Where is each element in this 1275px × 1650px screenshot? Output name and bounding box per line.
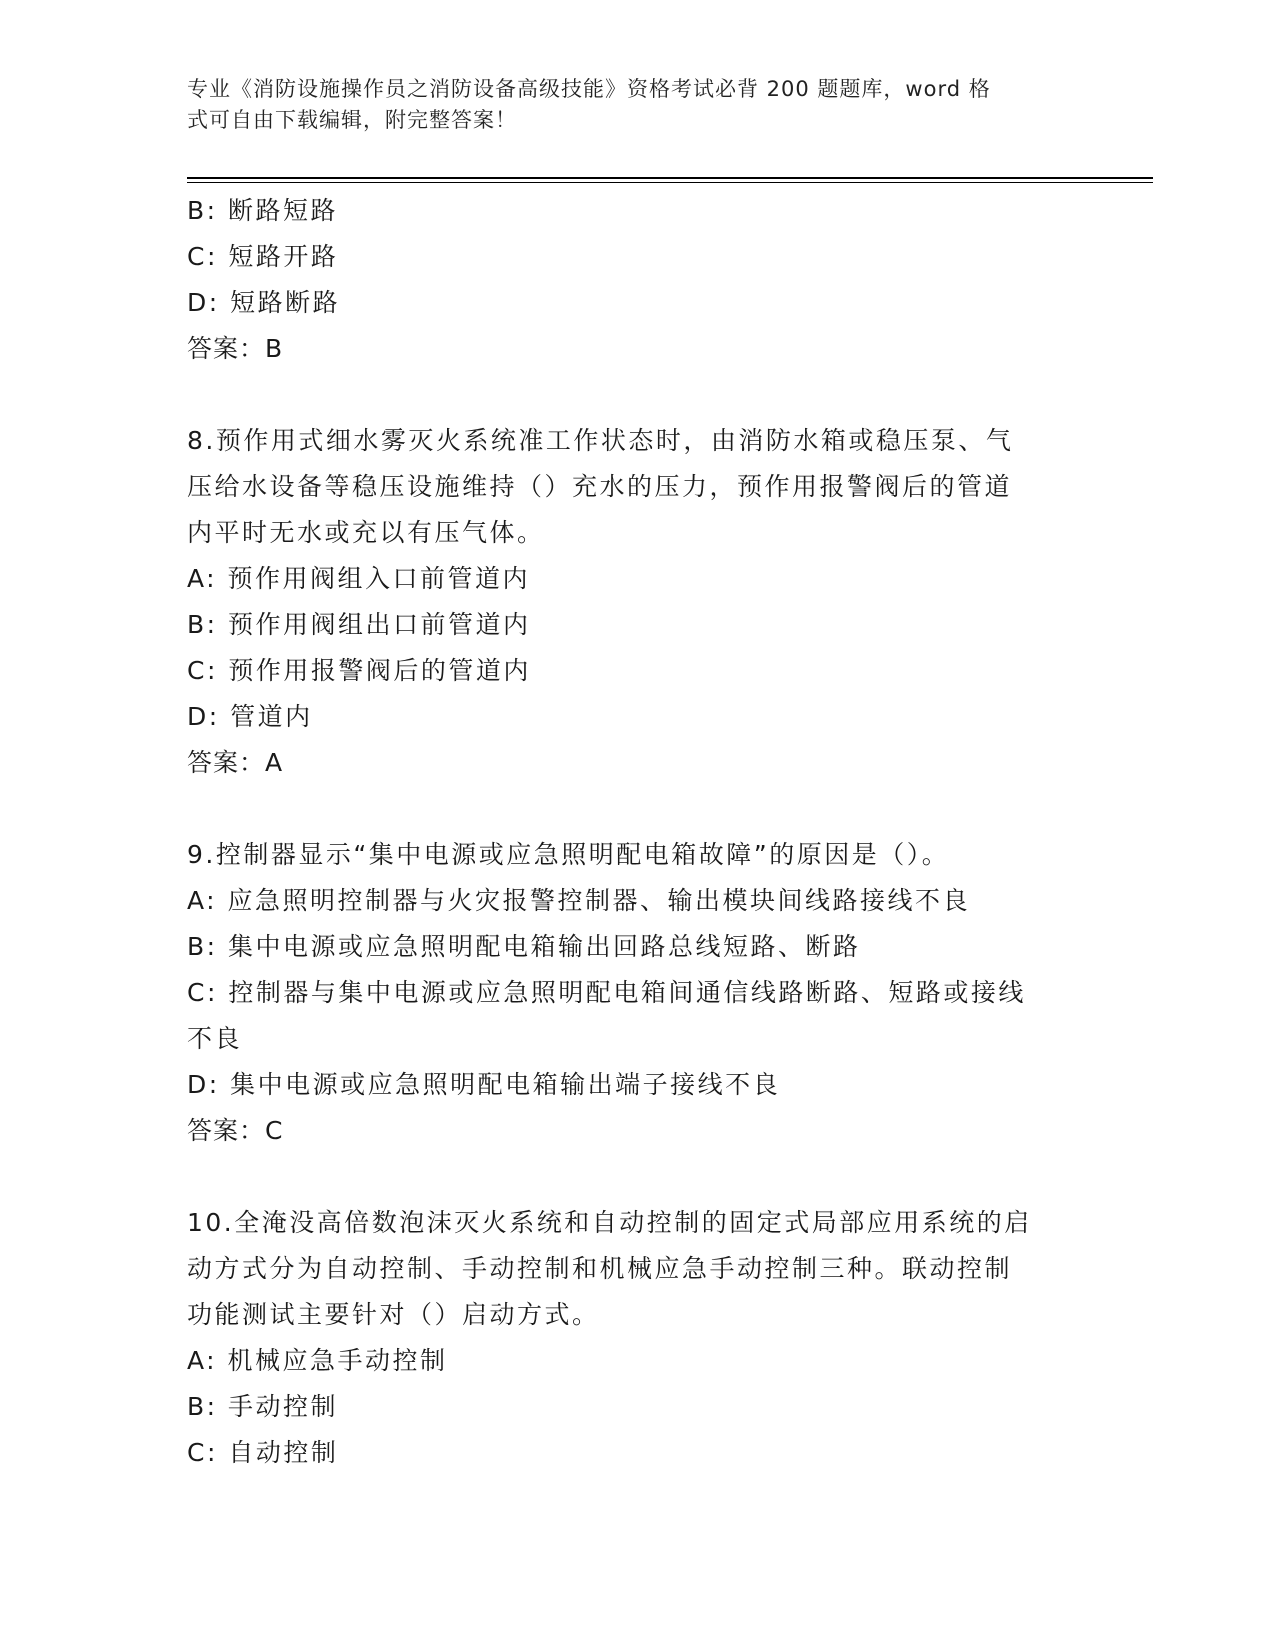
q10-option-c: C: 自动控制 <box>187 1438 339 1467</box>
q7-answer: 答案：B <box>187 334 284 363</box>
q10-stem-line-1: 10.全淹没高倍数泡沫灭火系统和自动控制的固定式局部应用系统的启 <box>187 1208 1032 1237</box>
question-7-tail <box>187 188 1077 372</box>
spacer <box>187 1154 1077 1200</box>
question-9 <box>187 832 1077 1154</box>
q9-answer: 答案：C <box>187 1116 284 1145</box>
q8-option-c: C: 预作用报警阀后的管道内 <box>187 656 531 685</box>
question-list <box>187 188 1077 1476</box>
spacer <box>187 372 1077 418</box>
q8-answer: 答案：A <box>187 748 284 777</box>
q8-option-a: A: 预作用阀组入口前管道内 <box>187 564 531 593</box>
question-10 <box>187 1200 1077 1476</box>
header-divider-thick <box>187 177 1153 179</box>
q9-option-a: A: 应急照明控制器与火灾报警控制器、输出模块间线路接线不良 <box>187 886 971 915</box>
q9-option-d: D: 集中电源或应急照明配电箱输出端子接线不良 <box>187 1070 781 1099</box>
q7-option-c: C: 短路开路 <box>187 242 339 271</box>
document-header <box>187 74 1067 136</box>
q7-option-d: D: 短路断路 <box>187 288 341 317</box>
header-divider-thin <box>187 182 1153 183</box>
q10-option-b: B: 手动控制 <box>187 1392 339 1421</box>
q9-option-c-line-1: C: 控制器与集中电源或应急照明配电箱间通信线路断路、短路或接线 <box>187 978 1026 1007</box>
spacer <box>187 786 1077 832</box>
header-title-line-1: 专业《消防设施操作员之消防设备高级技能》资格考试必背 200 题题库，word 格 <box>187 77 991 101</box>
q8-stem-line-1: 8.预作用式细水雾灭火系统准工作状态时，由消防水箱或稳压泵、气 <box>187 426 1014 455</box>
q10-stem-line-2: 动方式分为自动控制、手动控制和机械应急手动控制三种。联动控制 <box>187 1254 1013 1283</box>
q8-stem-line-2: 压给水设备等稳压设施维持（）充水的压力，预作用报警阀后的管道 <box>187 472 1013 501</box>
header-title-line-2: 式可自由下载编辑，附完整答案！ <box>187 108 517 132</box>
question-8 <box>187 418 1077 786</box>
q9-option-c-line-2: 不良 <box>187 1024 243 1053</box>
q8-option-b: B: 预作用阀组出口前管道内 <box>187 610 531 639</box>
q9-option-b: B: 集中电源或应急照明配电箱输出回路总线短路、断路 <box>187 932 861 961</box>
q10-stem-line-3: 功能测试主要针对（）启动方式。 <box>187 1300 600 1329</box>
q8-option-d: D: 管道内 <box>187 702 313 731</box>
q8-stem-line-3: 内平时无水或充以有压气体。 <box>187 518 545 547</box>
q10-option-a: A: 机械应急手动控制 <box>187 1346 448 1375</box>
q7-option-b: B: 断路短路 <box>187 196 339 225</box>
q9-stem-line-1: 9.控制器显示“集中电源或应急照明配电箱故障”的原因是（）。 <box>187 840 950 869</box>
